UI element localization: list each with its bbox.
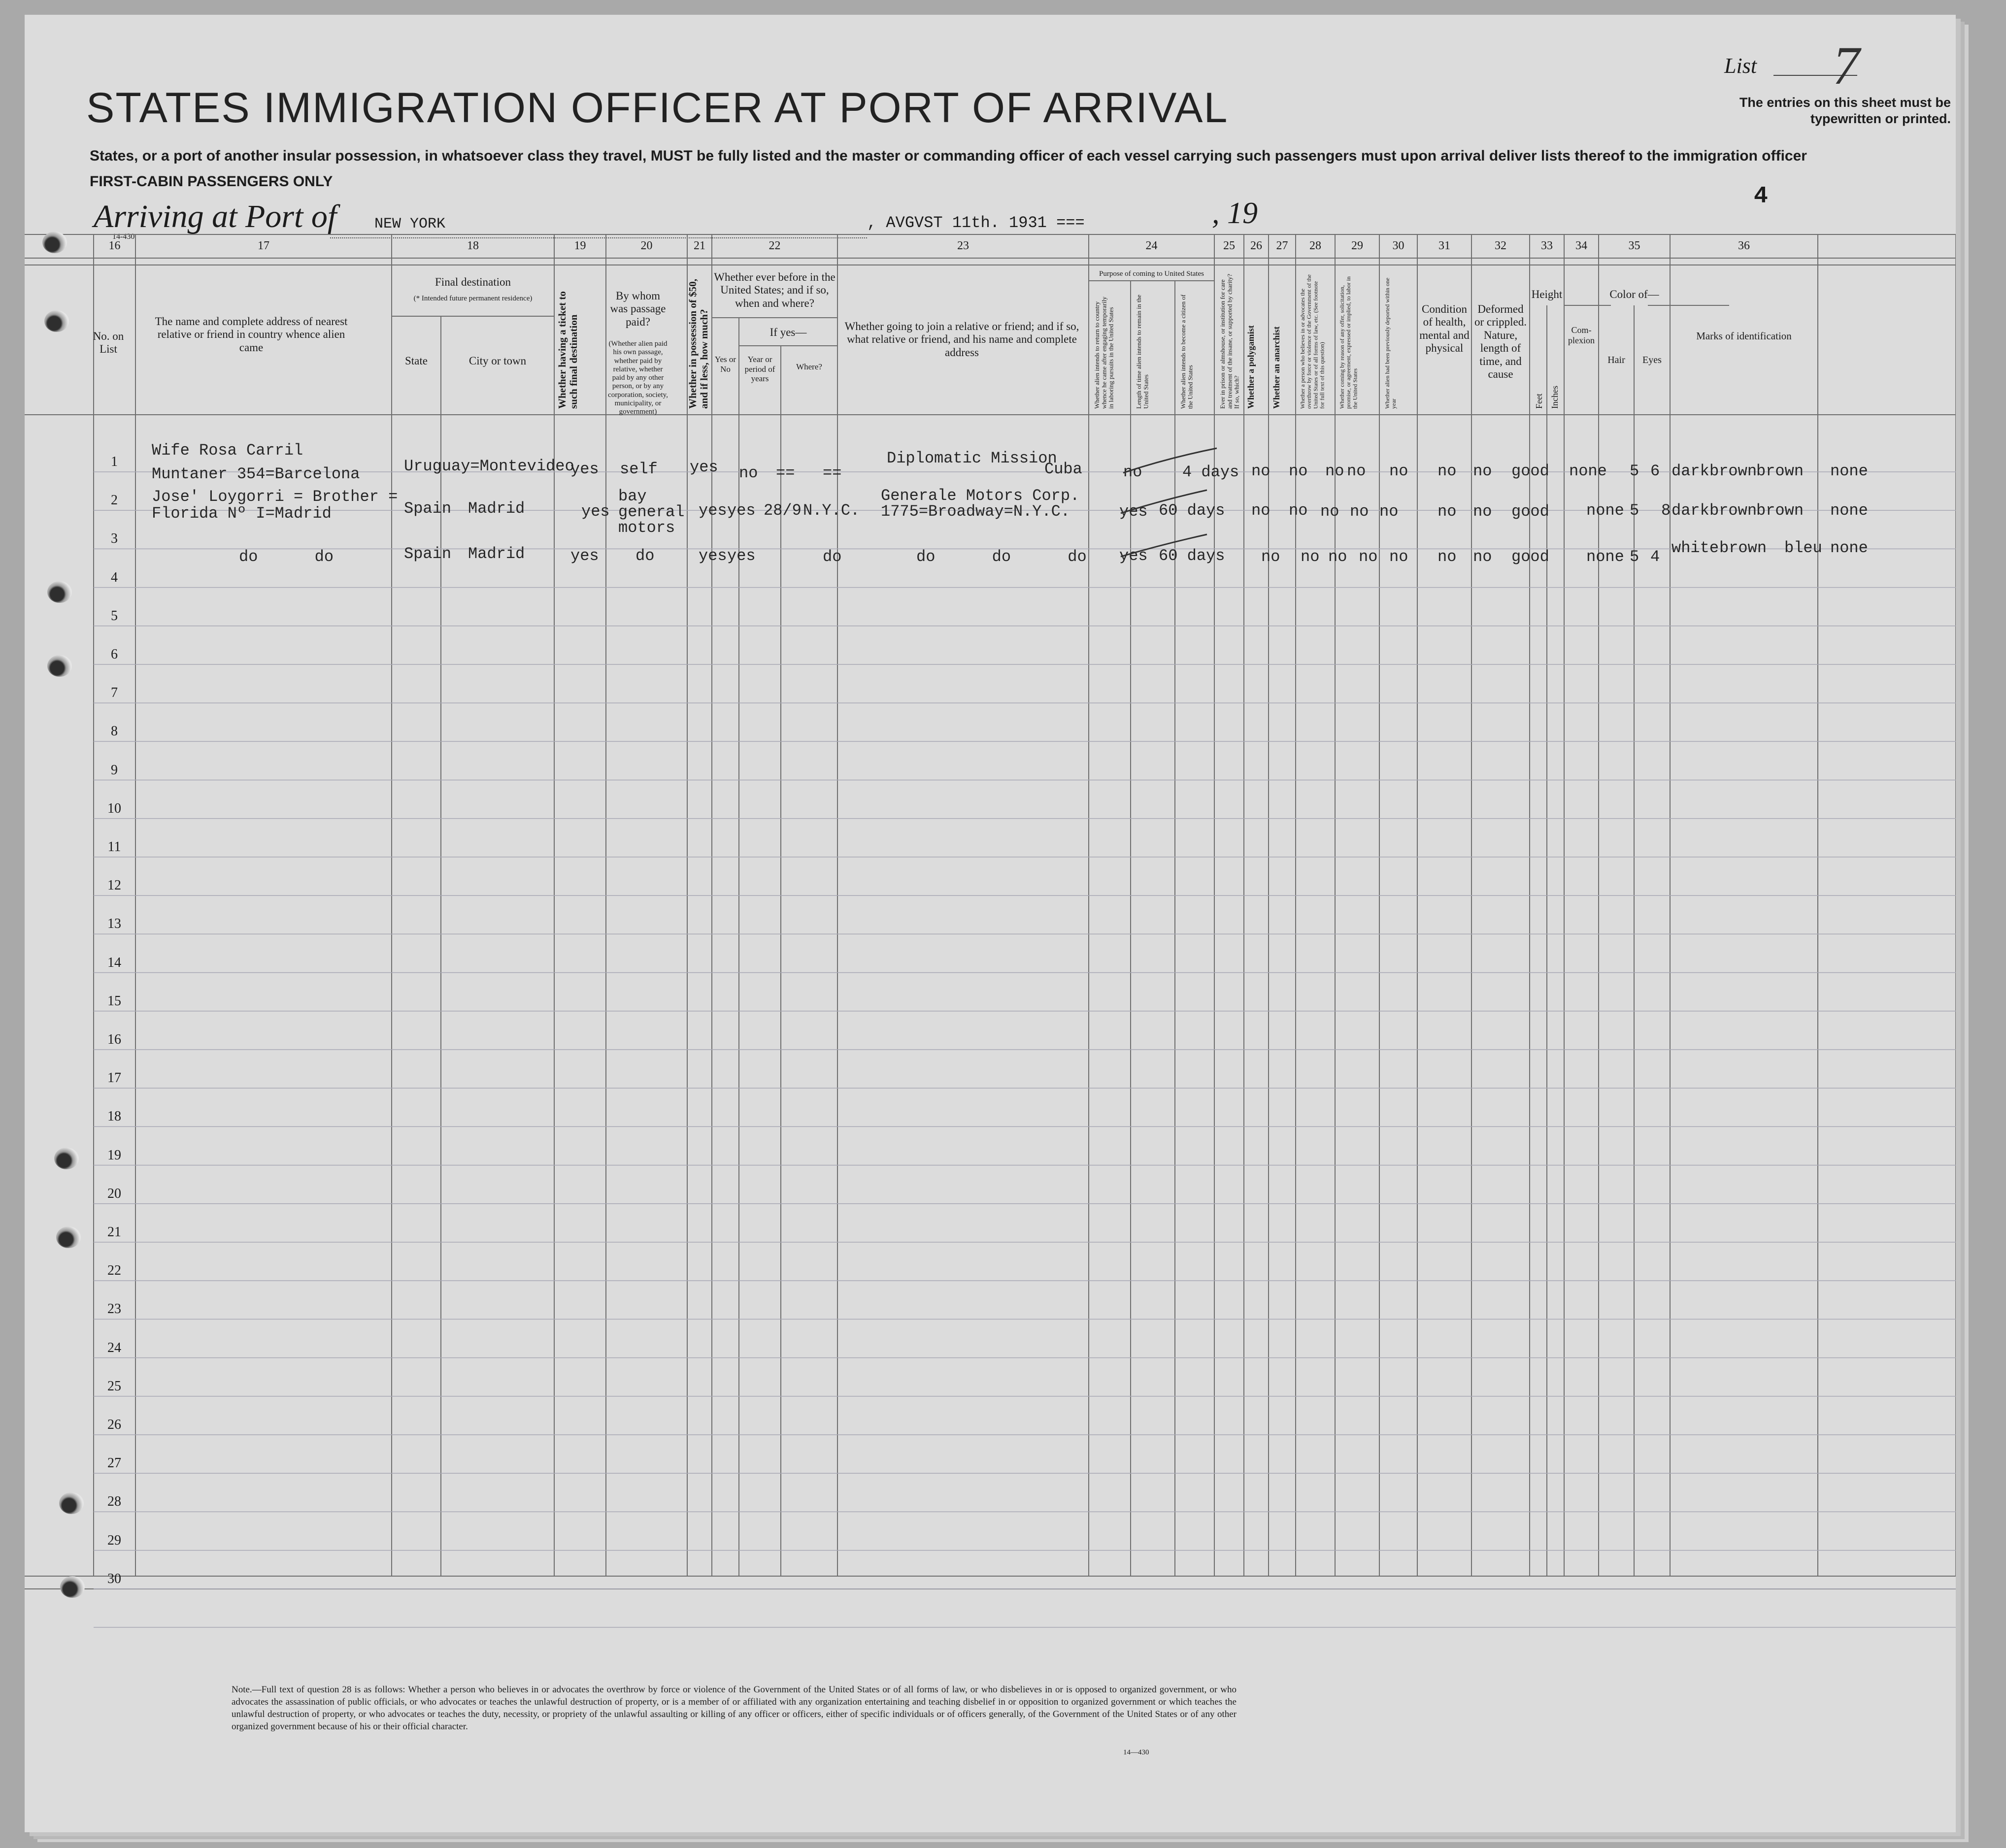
- row-number: 4: [111, 569, 118, 585]
- row-number: 2: [111, 493, 118, 508]
- form-number: 14-430: [112, 232, 135, 241]
- binding-hole: [59, 1492, 84, 1514]
- row-number: 26: [107, 1417, 121, 1432]
- header-join-relative: Whether going to join a relative or friend; and if so, what relative or friend, and his name and complete address: [844, 320, 1079, 359]
- row3-polygamist: no: [1328, 548, 1347, 566]
- header-purpose-length: Length of time alien intends to remain in the United States: [1135, 295, 1150, 409]
- row3-inches: 4: [1650, 548, 1660, 566]
- row3-deformed: none: [1586, 548, 1624, 566]
- binding-hole: [56, 1226, 81, 1248]
- row2-eyes: brown: [1756, 501, 1804, 520]
- column-number: 28: [1309, 239, 1321, 252]
- footnote: Note.—Full text of question 28 is as follows: Whether a person who believes in or advocates the overthrow by force or violence of the Government of the United States or of all forms of law, or who disbelieves in or is opposed to organized government, or who advocates the assassination of public officials, or who advocates or teaches the unlawful destruction of property, or is a member of or affiliated with any organization entertaining and teaching disbelief in or opposition to organized government or which teaches the unlawful destruction of property, or who advocates or teaches the duty, necessity, or propriety of the unlawful assaulting or killing of any officer or officers, either of specific individuals or of officers generally, of the Government of the United States or of any other organized government because of his or their official character.: [232, 1684, 1237, 1732]
- column-number: 19: [574, 239, 586, 252]
- row-number: 9: [111, 762, 118, 778]
- header-prison: Ever in prison or almshouse, or institution for care and treatment of the insane, or supported by charity? If so, which?: [1219, 274, 1240, 409]
- binding-hole: [60, 1576, 85, 1598]
- row3-eyes: bleu: [1784, 539, 1822, 557]
- list-number: 7: [1833, 35, 1860, 96]
- row1-relative-line2: Muntaner 354=Barcelona: [152, 465, 360, 483]
- header-deformed: Deformed or crippled. Nature, length of time, and cause: [1474, 303, 1527, 381]
- row2-complexion: dark: [1672, 501, 1709, 520]
- row1-where: ==: [823, 464, 842, 482]
- header-polygamist: Whether a polygamist: [1246, 325, 1256, 409]
- header-passage-paid: By whom was passage paid?: [610, 290, 666, 328]
- header-complexion: Com- plexion: [1568, 325, 1595, 345]
- row1-citizen: no: [1251, 462, 1270, 480]
- row-number: 22: [107, 1263, 121, 1279]
- header-purpose-return: Whether alien intends to return to country whence he came after engaging temporarily in laboring pursuits in the United States: [1093, 297, 1115, 409]
- footnote-form-number: 14—430: [1123, 1749, 1149, 1756]
- header-if-yes: If yes—: [769, 326, 807, 338]
- row-number: 13: [107, 916, 121, 932]
- column-number: 24: [1145, 239, 1158, 252]
- header-state: State: [405, 355, 428, 367]
- list-label: List: [1724, 54, 1757, 78]
- row-number: 1: [111, 454, 118, 469]
- row-number: 11: [107, 839, 121, 855]
- row-number: 10: [107, 800, 121, 816]
- header-final-destination: Final destination: [435, 276, 511, 288]
- header-marks: Marks of identification: [1696, 330, 1792, 342]
- year-label: , 19: [1212, 197, 1258, 230]
- header-where: Where?: [796, 362, 822, 371]
- entries-note: The entries on this sheet must be typewritten or printed.: [1739, 95, 1951, 126]
- row3-citizen: no: [1261, 548, 1280, 566]
- header-purpose: Purpose of coming to United States: [1099, 270, 1204, 278]
- row1-offer: no: [1438, 462, 1457, 480]
- row3-where: do: [823, 548, 842, 566]
- row1-deformed: none: [1569, 462, 1607, 480]
- row3-possession: yes: [699, 547, 727, 565]
- row1-join: Diplomatic Mission: [887, 449, 1057, 467]
- row1-hair: brown: [1709, 462, 1757, 480]
- row2-year: 28/9: [764, 501, 802, 520]
- row3-paid-by: do: [635, 547, 655, 565]
- row2-city: Madrid: [468, 499, 525, 518]
- column-number: 16: [108, 239, 121, 252]
- row-number: 20: [107, 1186, 121, 1201]
- column-number: 20: [640, 239, 653, 252]
- row2-relative-line1: Jose' Loygorri = Brother =: [152, 488, 398, 506]
- row-number: 12: [107, 878, 121, 893]
- column-number: 36: [1738, 239, 1750, 252]
- row1-deported: no: [1473, 462, 1492, 480]
- row1-eyes: brown: [1756, 462, 1804, 480]
- row3-condition: good: [1511, 548, 1549, 566]
- row2-relative-line2: Florida Nº I=Madrid: [152, 504, 332, 523]
- row3-overthrow: no: [1389, 548, 1408, 566]
- header-anarchist: Whether an anarchist: [1271, 326, 1281, 409]
- row2-overthrow: no: [1379, 502, 1399, 521]
- row-number: 7: [111, 685, 118, 701]
- column-number: 17: [258, 239, 269, 252]
- row-number: 24: [107, 1340, 121, 1355]
- header-final-destination-note: (* Intended future permanent residence): [413, 295, 533, 302]
- header-hair: Hair: [1607, 355, 1625, 365]
- row1-marks: none: [1830, 462, 1868, 480]
- row2-polygamist: no: [1320, 502, 1339, 521]
- header-height: Height: [1531, 288, 1563, 300]
- row2-inches: 8: [1661, 501, 1671, 520]
- header-city: City or town: [468, 355, 527, 367]
- row1-state: Uruguay=Montevideo: [404, 457, 574, 475]
- row1-join-line2: Cuba: [1044, 460, 1082, 478]
- row3-city: Madrid: [468, 545, 525, 563]
- row-number: 16: [107, 1032, 121, 1047]
- row-number: 27: [107, 1455, 121, 1471]
- row2-join: Generale Motors Corp.: [881, 487, 1080, 505]
- column-number: 31: [1438, 239, 1450, 252]
- row1-return: no: [1123, 463, 1142, 481]
- row2-deported: no: [1473, 502, 1492, 521]
- row2-state: Spain: [404, 499, 452, 518]
- row1-possession: yes: [690, 458, 718, 476]
- row1-feet: 5: [1630, 462, 1639, 480]
- row3-anarchist: no: [1359, 548, 1378, 566]
- header-ever-before: Whether ever before in the United States; and if so, when and where?: [714, 271, 836, 309]
- binding-hole: [47, 655, 72, 677]
- row2-length: 60 days: [1159, 501, 1225, 520]
- row2-return: yes: [1119, 502, 1148, 521]
- row1-ticket: yes: [570, 460, 599, 478]
- column-number: 22: [769, 239, 781, 252]
- row1-paid-by: self: [620, 460, 658, 478]
- row2-paid-by: bay general motors: [618, 487, 685, 537]
- header-yes-no: Yes or No: [714, 355, 736, 374]
- header-passage-note: (Whether alien paid his own passage, whether paid by relative, whether paid by any other person, or by any corporation, society, municipality, or government): [608, 340, 668, 416]
- column-number: 18: [467, 239, 479, 252]
- column-number: 34: [1575, 239, 1587, 252]
- row1-year: ==: [776, 464, 795, 482]
- binding-hole: [47, 581, 72, 603]
- row2-condition: good: [1511, 502, 1549, 521]
- row-number: 18: [107, 1109, 121, 1124]
- row2-hair: brown: [1709, 501, 1757, 520]
- column-number: 27: [1276, 239, 1288, 252]
- header-offer: Whether coming by reason of any offer, solicitation, promise, or agreement, expressed or implied, to labor in the United States: [1338, 276, 1359, 409]
- row1-overthrow: no: [1389, 462, 1408, 480]
- row2-join-line2: 1775=Broadway=N.Y.C.: [881, 502, 1070, 521]
- row1-length: 4 days: [1182, 463, 1239, 481]
- row-number: 30: [107, 1571, 121, 1586]
- header-eyes: Eyes: [1642, 355, 1662, 365]
- row3-return: yes: [1119, 547, 1148, 565]
- binding-hole: [54, 1148, 79, 1169]
- row2-citizen: no: [1251, 501, 1270, 520]
- row-number: 21: [107, 1224, 121, 1240]
- header-nearest-relative: The name and complete address of nearest relative or friend in country whence alien came: [155, 315, 348, 354]
- manifest-sheet: [25, 15, 1956, 1832]
- row1-condition: good: [1511, 462, 1549, 480]
- column-number: 30: [1392, 239, 1404, 252]
- row-number: 6: [111, 647, 118, 662]
- header-overthrow: Whether a person who believes in or advocates the overthrow by force or violence of the Government of the United States or of all forms of law, etc. (See footnote for full text of this question): [1299, 274, 1326, 409]
- binding-hole: [44, 310, 69, 332]
- row-number: 28: [107, 1494, 121, 1510]
- row1-anarchist: no: [1347, 462, 1366, 480]
- row3-relative: do do: [239, 548, 334, 566]
- row2-marks: none: [1830, 501, 1868, 520]
- corner-mark: 4: [1754, 183, 1768, 210]
- row3-deported: no: [1473, 548, 1492, 566]
- row-number: 5: [111, 608, 118, 624]
- arriving-label: Arriving at Port of: [94, 198, 337, 234]
- row3-prison: no: [1301, 548, 1320, 566]
- row2-ever-before: yes: [727, 501, 756, 520]
- arrival-date: , AVGVST 11th. 1931 ===: [867, 214, 1085, 232]
- cabin-class: FIRST-CABIN PASSENGERS ONLY: [90, 173, 333, 190]
- row-number: 14: [107, 955, 121, 970]
- row3-ticket: yes: [570, 547, 599, 565]
- row3-feet: 5: [1630, 548, 1639, 566]
- column-number: 25: [1223, 239, 1235, 252]
- row2-ticket: yes: [581, 502, 610, 521]
- column-number: 33: [1541, 239, 1553, 252]
- row-number: 25: [107, 1378, 121, 1394]
- row1-inches: 6: [1650, 462, 1660, 480]
- column-number: 23: [957, 239, 969, 252]
- row3-ever-before: yes: [727, 547, 756, 565]
- header-ticket: Whether having a ticket to such final destination: [556, 291, 580, 409]
- row3-offer: no: [1438, 548, 1457, 566]
- row3-marks: none: [1830, 539, 1868, 557]
- row3-length: 60 days: [1159, 547, 1225, 565]
- column-number: 29: [1351, 239, 1363, 252]
- row1-complexion: dark: [1672, 462, 1709, 480]
- row2-anarchist: no: [1350, 502, 1369, 521]
- row2-where: N.Y.C.: [803, 501, 860, 520]
- row-number: 3: [111, 531, 118, 547]
- header-possession: Whether in possession of $50, and if less, how much?: [687, 279, 710, 409]
- row1-relative-line1: Wife Rosa Carril: [152, 441, 303, 460]
- row2-possession: yes: [699, 501, 727, 520]
- pen-marks: [25, 15, 1956, 1832]
- header-feet: Feet: [1534, 394, 1544, 409]
- page-title: STATES IMMIGRATION OFFICER AT PORT OF ARRIVAL: [86, 84, 1229, 132]
- column-number: 32: [1495, 239, 1506, 252]
- column-number: 21: [694, 239, 705, 252]
- row-number: 8: [111, 724, 118, 739]
- header-condition: Condition of health, mental and physical: [1419, 303, 1470, 355]
- arrival-port: NEW YORK: [374, 216, 446, 232]
- row-number: 17: [107, 1070, 121, 1086]
- header-inches: Inches: [1550, 386, 1560, 409]
- row3-complexion: white: [1672, 539, 1719, 557]
- row-number: 29: [107, 1532, 121, 1548]
- row2-deformed: none: [1586, 501, 1624, 520]
- header-purpose-citizen: Whether alien intends to become a citizen of the United States: [1179, 294, 1194, 409]
- row2-prison: no: [1289, 501, 1308, 520]
- row-number: 15: [107, 993, 121, 1009]
- header-color-of: Color of—: [1609, 288, 1659, 300]
- row1-ever-before: no: [739, 464, 758, 482]
- row2-offer: no: [1438, 502, 1457, 521]
- header-year-period: Year or period of years: [744, 355, 775, 384]
- row1-polygamist: no: [1325, 462, 1344, 480]
- column-number: 26: [1250, 239, 1262, 252]
- row3-state: Spain: [404, 545, 452, 563]
- row1-prison: no: [1289, 462, 1308, 480]
- column-number: 35: [1628, 239, 1640, 252]
- row-number: 19: [107, 1147, 121, 1163]
- row3-hair: brown: [1719, 539, 1767, 557]
- header-no-on-list: No. on List: [93, 330, 124, 356]
- row2-feet: 5: [1630, 501, 1639, 520]
- binding-hole: [42, 231, 67, 253]
- header-subtitle: States, or a port of another insular possession, in whatsoever class they travel, MUST be fully listed and the master or commanding officer of each vessel carrying such passengers must upon arrival deliver lists thereof to the immigration officer: [90, 148, 1807, 164]
- header-deported: Whether alien had been previously deported within one year: [1384, 277, 1398, 409]
- row3-join: do do do: [916, 548, 1087, 566]
- row-number: 23: [107, 1301, 121, 1317]
